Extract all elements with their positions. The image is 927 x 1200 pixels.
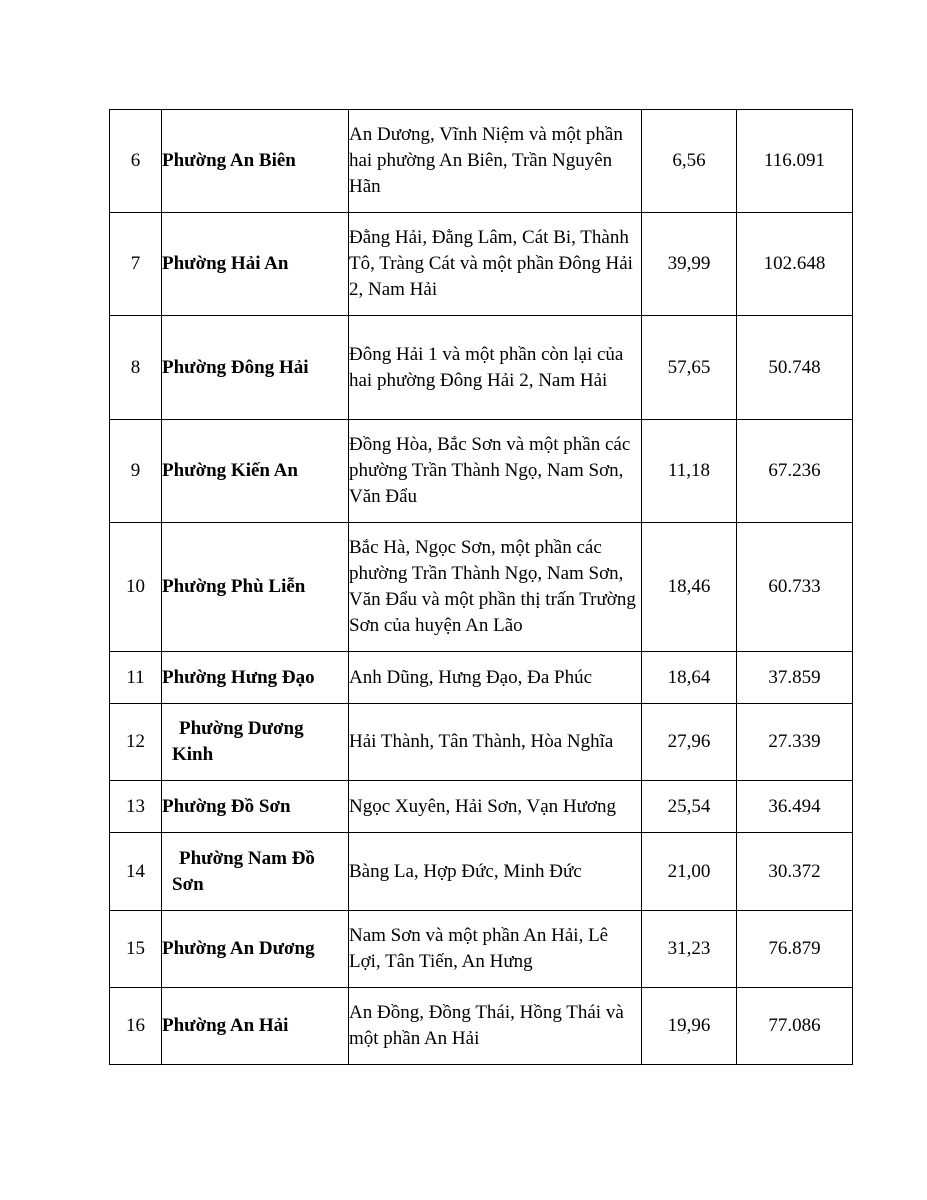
- population-value: 102.648: [737, 213, 853, 316]
- population-value: 67.236: [737, 420, 853, 523]
- ward-name: Phường Dương Kinh: [162, 704, 349, 781]
- population-value: 116.091: [737, 110, 853, 213]
- table-row: [110, 316, 853, 420]
- row-number: 6: [110, 110, 162, 213]
- population-value: 50.748: [737, 316, 853, 420]
- merged-units: Bắc Hà, Ngọc Sơn, một phần các phường Trần Thành Ngọ, Nam Sơn, Văn Đẩu và một phần thị trấn Trường Sơn của huyện An Lão: [349, 523, 642, 652]
- population-value: 37.859: [737, 652, 853, 704]
- ward-table: [109, 109, 853, 1065]
- population-value: 30.372: [737, 833, 853, 911]
- ward-name: Phường An Hải: [162, 988, 349, 1065]
- area-value: 39,99: [642, 213, 737, 316]
- population-value: 76.879: [737, 911, 853, 988]
- merged-units: Nam Sơn và một phần An Hải, Lê Lợi, Tân Tiến, An Hưng: [349, 911, 642, 988]
- table-row: [110, 652, 853, 704]
- area-value: 57,65: [642, 316, 737, 420]
- population-value: 27.339: [737, 704, 853, 781]
- area-value: 19,96: [642, 988, 737, 1065]
- table-row: [110, 988, 853, 1065]
- merged-units: Ngọc Xuyên, Hải Sơn, Vạn Hương: [349, 781, 642, 833]
- ward-name: Phường Kiến An: [162, 420, 349, 523]
- row-number: 9: [110, 420, 162, 523]
- table-row: [110, 110, 853, 213]
- area-value: 18,46: [642, 523, 737, 652]
- row-number: 14: [110, 833, 162, 911]
- merged-units: Đằng Hải, Đằng Lâm, Cát Bi, Thành Tô, Tràng Cát và một phần Đông Hải 2, Nam Hải: [349, 213, 642, 316]
- table-row: [110, 704, 853, 781]
- area-value: 21,00: [642, 833, 737, 911]
- area-value: 27,96: [642, 704, 737, 781]
- merged-units: Đông Hải 1 và một phần còn lại của hai phường Đông Hải 2, Nam Hải: [349, 316, 642, 420]
- area-value: 25,54: [642, 781, 737, 833]
- row-number: 7: [110, 213, 162, 316]
- table-row: [110, 833, 853, 911]
- row-number: 10: [110, 523, 162, 652]
- ward-name: Phường Nam Đồ Sơn: [162, 833, 349, 911]
- area-value: 11,18: [642, 420, 737, 523]
- area-value: 6,56: [642, 110, 737, 213]
- table-row: [110, 523, 853, 652]
- ward-name: Phường An Biên: [162, 110, 349, 213]
- table-row: [110, 420, 853, 523]
- ward-name: Phường Đồ Sơn: [162, 781, 349, 833]
- row-number: 8: [110, 316, 162, 420]
- table-row: [110, 213, 853, 316]
- row-number: 15: [110, 911, 162, 988]
- population-value: 60.733: [737, 523, 853, 652]
- area-value: 31,23: [642, 911, 737, 988]
- ward-name: Phường Hưng Đạo: [162, 652, 349, 704]
- ward-name: Phường Hải An: [162, 213, 349, 316]
- table-row: [110, 781, 853, 833]
- merged-units: Đồng Hòa, Bắc Sơn và một phần các phường Trần Thành Ngọ, Nam Sơn, Văn Đẩu: [349, 420, 642, 523]
- population-value: 77.086: [737, 988, 853, 1065]
- merged-units: An Đồng, Đồng Thái, Hồng Thái và một phần An Hải: [349, 988, 642, 1065]
- row-number: 13: [110, 781, 162, 833]
- ward-name: Phường Phù Liễn: [162, 523, 349, 652]
- table-row: [110, 911, 853, 988]
- row-number: 16: [110, 988, 162, 1065]
- merged-units: An Dương, Vĩnh Niệm và một phần hai phường An Biên, Trần Nguyên Hãn: [349, 110, 642, 213]
- merged-units: Anh Dũng, Hưng Đạo, Đa Phúc: [349, 652, 642, 704]
- row-number: 12: [110, 704, 162, 781]
- merged-units: Hải Thành, Tân Thành, Hòa Nghĩa: [349, 704, 642, 781]
- ward-name: Phường Đông Hải: [162, 316, 349, 420]
- ward-name: Phường An Dương: [162, 911, 349, 988]
- merged-units: Bàng La, Hợp Đức, Minh Đức: [349, 833, 642, 911]
- row-number: 11: [110, 652, 162, 704]
- population-value: 36.494: [737, 781, 853, 833]
- area-value: 18,64: [642, 652, 737, 704]
